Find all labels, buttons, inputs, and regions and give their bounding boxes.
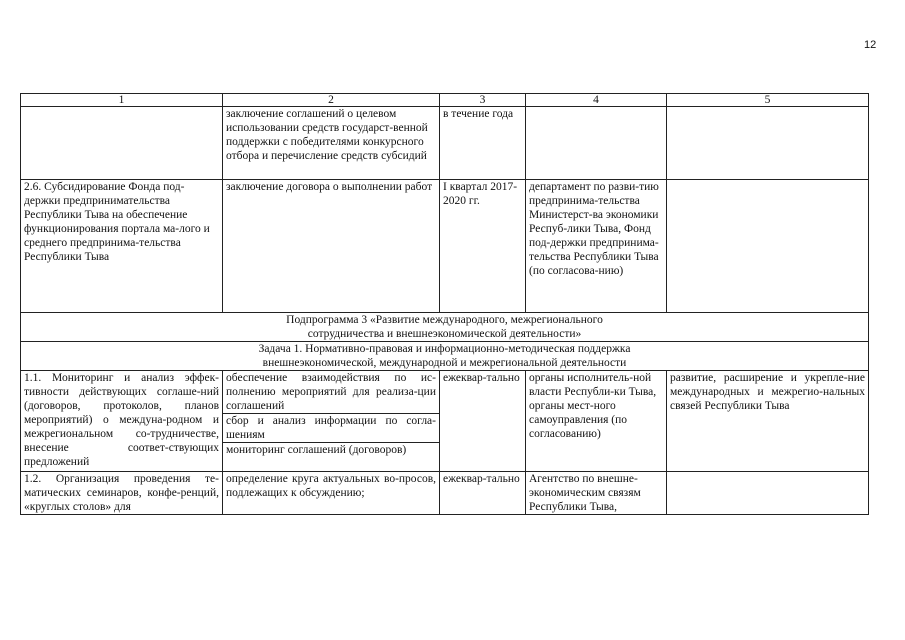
table-row bbox=[21, 472, 869, 515]
cell-action: заключение договора о выполнении работ bbox=[223, 180, 440, 313]
table-header-row bbox=[21, 94, 869, 107]
cell-action: обеспечение взаимодействия по ис-полнению мероприятий для реализа-ции соглашений bbox=[223, 371, 440, 414]
cell-deadline: ежеквар-тально bbox=[440, 371, 526, 472]
cell-event: 1.1. Мониторинг и анализ эффек-тивности действующих соглаше-ний (договоров, протоколов, планов мероприятий) о междуна-родном и межрегиональном со-трудничестве, внесение соответ-ствующих предложений bbox=[21, 371, 223, 472]
cell-result bbox=[667, 180, 869, 313]
document-table bbox=[20, 93, 869, 515]
table-row bbox=[21, 107, 869, 180]
header-cell: 3 bbox=[440, 94, 526, 107]
subprogram-row bbox=[21, 313, 869, 342]
header-cell: 4 bbox=[526, 94, 667, 107]
table-row bbox=[21, 180, 869, 313]
task-line: внешнеэкономической, международной и межрегиональной деятельности bbox=[262, 357, 627, 369]
cell-deadline: в течение года bbox=[440, 107, 526, 180]
header-cell: 2 bbox=[223, 94, 440, 107]
cell-responsible: Агентство по внешне-экономическим связям Республики Тыва, bbox=[526, 472, 667, 515]
cell-deadline: I квартал 2017-2020 гг. bbox=[440, 180, 526, 313]
cell-responsible: органы исполнитель-ной власти Республи-ки Тыва, органы мест-ного самоуправления (по согласованию) bbox=[526, 371, 667, 472]
cell-deadline: ежеквар-тально bbox=[440, 472, 526, 515]
header-cell: 5 bbox=[667, 94, 869, 107]
cell-action: мониторинг соглашений (договоров) bbox=[223, 443, 440, 472]
cell-result bbox=[667, 107, 869, 180]
page-number: 12 bbox=[864, 39, 877, 51]
subprogram-heading bbox=[21, 313, 869, 342]
cell-action: определение круга актуальных во-просов, подлежащих к обсуждению; bbox=[223, 472, 440, 515]
task-row bbox=[21, 342, 869, 371]
cell-action: заключение соглашений о целевом использовании средств государст-венной поддержки с победителями конкурсного отбора и перечисление средств субсидий bbox=[223, 107, 440, 180]
cell-event bbox=[21, 107, 223, 180]
cell-responsible bbox=[526, 107, 667, 180]
cell-event: 1.2. Организация проведения те-матических семинаров, конфе-ренций, «круглых столов» для bbox=[21, 472, 223, 515]
table-row bbox=[21, 371, 869, 414]
task-heading bbox=[21, 342, 869, 371]
cell-result: развитие, расширение и укрепле-ние международных и межрегио-нальных связей Республики Тыва bbox=[667, 371, 869, 472]
cell-event: 2.6. Субсидирование Фонда под-держки предпринимательства Республики Тыва на обеспечение функционирования портала ма-лого и среднего предпринима-тельства Республики Тыва bbox=[21, 180, 223, 313]
cell-result bbox=[667, 472, 869, 515]
cell-action: сбор и анализ информации по согла-шениям bbox=[223, 414, 440, 443]
task-line: Задача 1. Нормативно-правовая и информационно-методическая поддержка bbox=[258, 343, 631, 355]
cell-responsible: департамент по разви-тию предпринима-тельства Министерст-ва экономики Респуб-лики Тыва, Фонд под-держки предпринима-тельства Республики Тыва (по согласова-нию) bbox=[526, 180, 667, 313]
subprogram-line: сотрудничества и внешнеэкономической деятельности» bbox=[307, 328, 582, 340]
subprogram-line: Подпрограмма 3 «Развитие международного, межрегионального bbox=[286, 314, 603, 326]
header-cell: 1 bbox=[21, 94, 223, 107]
